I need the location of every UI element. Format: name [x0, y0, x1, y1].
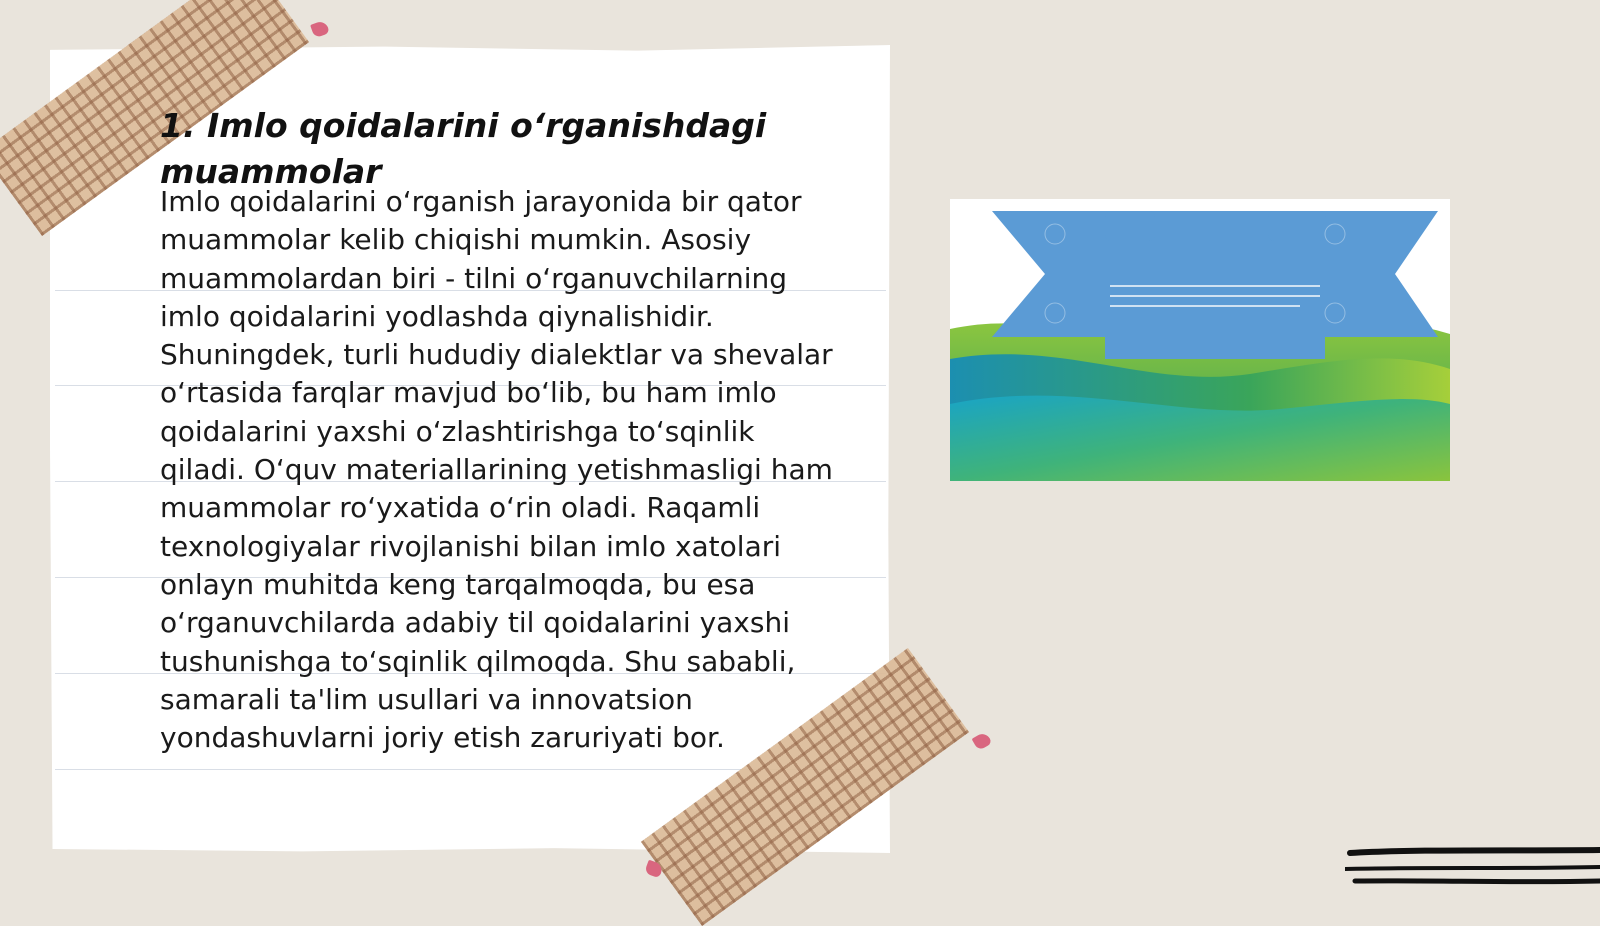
landscape-banner-icon: [950, 199, 1450, 481]
brush-strokes-icon: [1345, 845, 1600, 895]
slide-paragraph: Imlo qoidalarini o‘rganish jarayonida bir qator muammolar kelib chiqishi mumkin. Asosiy muammolardan biri - tilni o‘rganuvchilarning imlo qoidalarini yodlashda qiynalishidir. Shuningdek, turli hududiy dialektlar va shevalar o‘rtasida farqlar mavjud bo‘lib, bu ham imlo qoidalarini yaxshi o‘zlashtirishga to‘sqinlik qiladi. O‘quv materiallarining yetishmasligi ham muammolar ro‘yxatida o‘rin oladi. Raqamli texnologiyalar rivojlanishi bilan imlo xatolari onlayn muhitda keng tarqalmoqda, bu esa o‘rganuvchilarda adabiy til qoidalarini yaxshi tushunishga to‘sqinlik qilmoqda. Shu sababli, samarali ta'lim usullari va innovatsion yondashuvlarni joriy etish zaruriyati bor.: [160, 185, 833, 755]
slide-title: 1. Imlo qoidalarini o‘rganishdagi muammolar: [160, 106, 767, 191]
landscape-banner-picture: [950, 199, 1450, 481]
pin-top-icon: [310, 20, 330, 39]
pin-bottom-right-icon: [972, 731, 993, 751]
